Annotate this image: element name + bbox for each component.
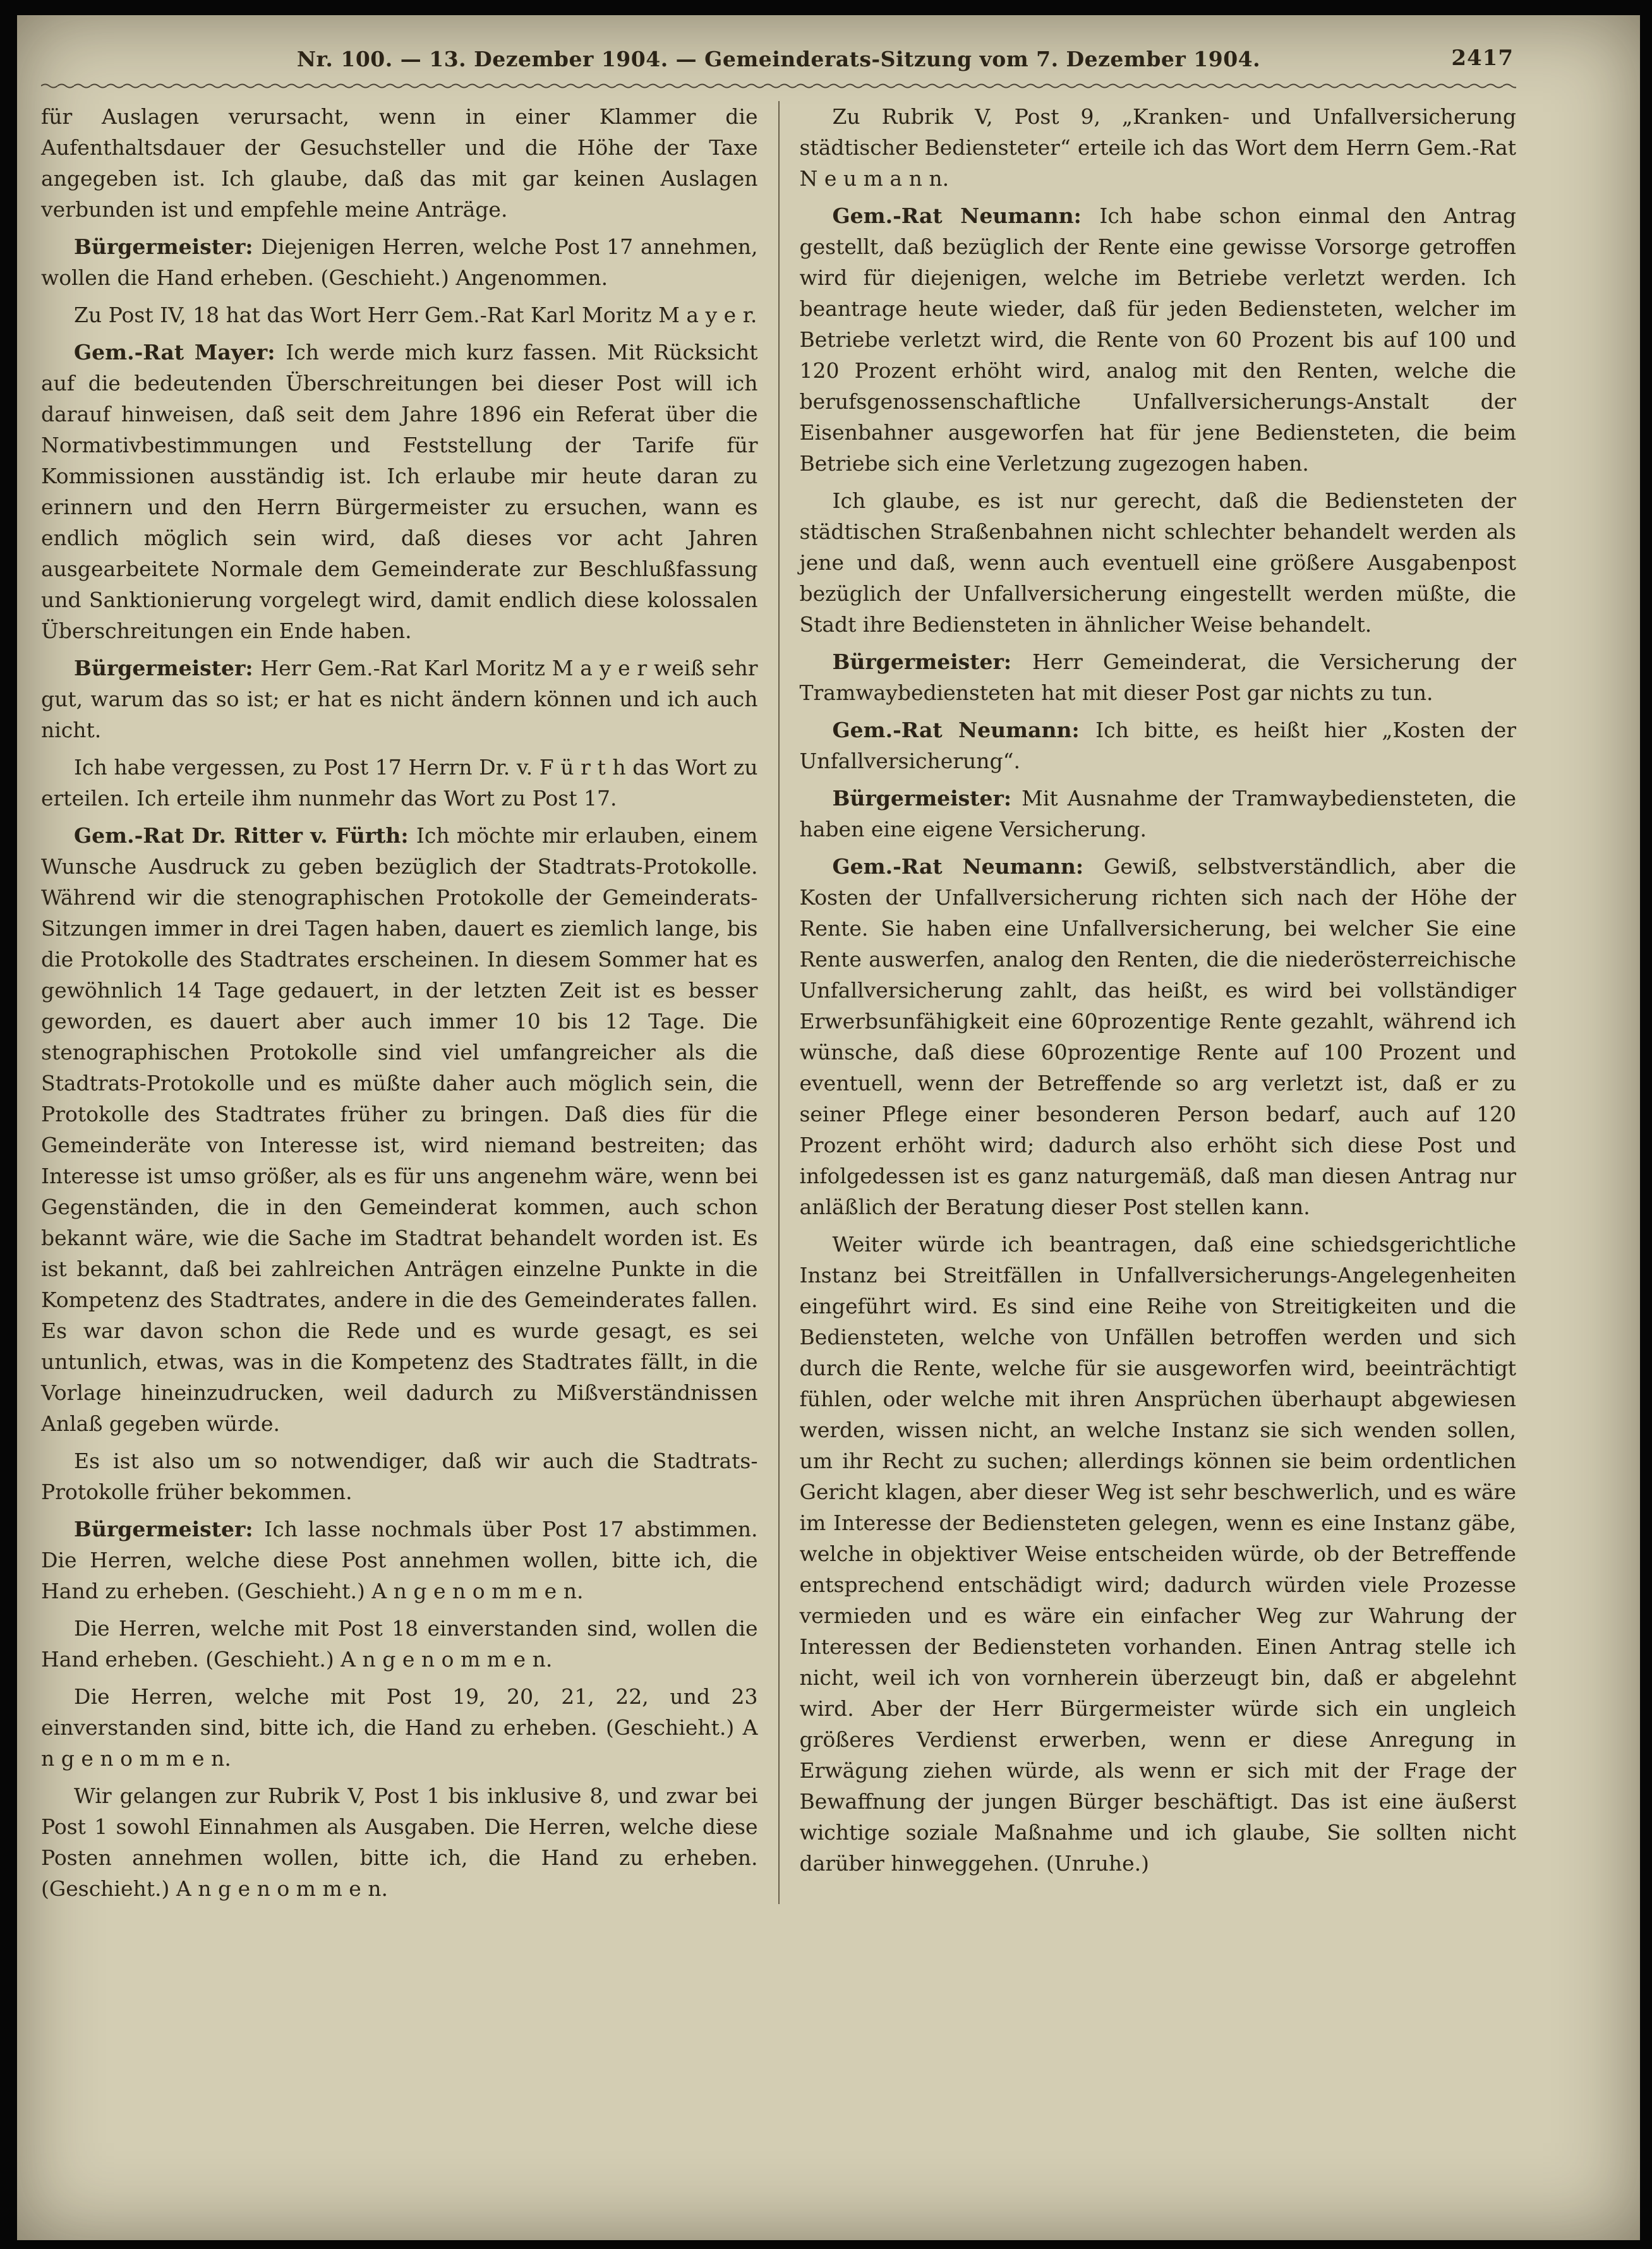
text-columns bbox=[41, 101, 1516, 1904]
wavy-rule-divider bbox=[41, 82, 1516, 90]
paragraph: Gem.-Rat Dr. Ritter v. Fürth: Ich möchte mir erlauben, einem Wunsche Ausdruck zu geben bezüglich der Stadtrats-Protokolle. Während wir die stenographischen Protokolle der Gemeinderats-Sitzungen immer in drei Tagen haben, dauert es ziemlich lange, bis die Protokolle des Stadtrates erscheinen. In diesem Sommer hat es gewöhnlich 14 Tage gedauert, in der letzten Zeit ist es besser geworden, es dauert aber auch immer 10 bis 12 Tage. Die stenographischen Protokolle sind viel umfangreicher als die Stadtrats-Protokolle und es müßte daher auch möglich sein, die Protokolle des Stadtrates früher zu bringen. Daß dies für die Gemeinderäte von Interesse ist, wird niemand bestreiten; das Interesse ist umso größer, als es für uns angenehm wäre, wenn bei Gegenständen, die in den Gemeinderat kommen, auch schon bekannt wäre, wie die Sache im Stadtrat behandelt worden ist. Es ist bekannt, daß bei zahlreichen Anträgen einzelne Punkte in die Kompetenz des Stadtrates, andere in die des Gemeinderates fallen. Es war davon schon die Rede und es wurde gesagt, es sei untunlich, etwas, was in die Kompetenz des Stadtrates fällt, in die Vorlage hineinzudrucken, weil dadurch zu Mißverständnissen Anlaß gegeben würde. bbox=[41, 823, 758, 1436]
paragraph: Es ist also um so notwendiger, daß wir auch die Stadtrats-Protokolle früher bekommen. bbox=[41, 1449, 758, 1504]
speaker-name: Bürgermeister: bbox=[74, 656, 261, 680]
paragraph: Weiter würde ich beantragen, daß eine schiedsgerichtliche Instanz bei Streitfällen in Unfallversicherungs-Angelegenheiten eingeführt wird. Es sind eine Reihe von Streitigkeiten und die Bediensteten, welche von Unfällen betroffen werden und sich durch die Rente, welche für sie ausgeworfen wird, beeinträchtigt fühlen, oder welche mit ihren Ansprüchen überhaupt abgewiesen werden, wissen nicht, an welche Instanz sie sich wenden sollen, um ihr Recht zu suchen; allerdings können sie beim ordentlichen Gericht klagen, aber dieser Weg ist sehr beschwerlich, und es wäre im Interesse der Bediensteten gelegen, wenn es eine Instanz gäbe, welche in objektiver Weise entscheiden würde, ob der Betreffende entsprechend entschädigt wird; dadurch würden viele Prozesse vermieden und es wäre ein einfacher Weg zur Wahrung der Interessen der Bediensteten vorhanden. Einen Antrag stelle ich nicht, weil ich von vornherein überzeugt bin, daß er abgelehnt wird. Aber der Herr Bürgermeister würde sich ein ungleich größeres Verdienst erwerben, wenn er diese Anregung in Erwägung ziehen würde, als wenn er sich mit der Frage der Bewaffnung der jungen Bürger beschäftigt. Das ist eine äußerst wichtige soziale Maßnahme und ich glaube, Sie sollten nicht darüber hinweggehen. (Unruhe.) bbox=[799, 1232, 1516, 1876]
left-column bbox=[41, 101, 778, 1904]
paragraph: Die Herren, welche mit Post 19, 20, 21, 22, und 23 einverstanden sind, bitte ich, die Hand zu erheben. (Geschieht.) A n g e n o m m e n. bbox=[41, 1684, 758, 1771]
speaker-name: Gem.-Rat Dr. Ritter v. Fürth: bbox=[74, 823, 416, 848]
paragraph: Gem.-Rat Neumann: Ich habe schon einmal den Antrag gestellt, daß bezüglich der Rente eine gewisse Vorsorge getroffen wird für diejenigen, welche im Betriebe verletzt werden. Ich beantrage heute wieder, daß für jeden Bediensteten, welcher im Betriebe verletzt wird, die Rente von 60 Prozent bis auf 100 und 120 Prozent erhöht wird, analog mit den Renten, welche die berufsgenossenschaftliche Unfallversicherungs-Anstalt der Eisenbahner ausgeworfen hat für jene Bediensteten, die beim Betriebe sich eine Verletzung zugezogen haben. bbox=[799, 203, 1517, 476]
speaker-name: Gem.-Rat Neumann: bbox=[832, 854, 1104, 879]
paragraph: Gem.-Rat Neumann: Ich bitte, es heißt hier „Kosten der Unfallversicherung“. bbox=[799, 718, 1517, 773]
speaker-name: Gem.-Rat Neumann: bbox=[832, 718, 1096, 742]
speaker-name: Bürgermeister: bbox=[74, 234, 262, 259]
paragraph: Bürgermeister: Herr Gemeinderat, die Versicherung der Tramwaybediensteten hat mit dieser Post gar nichts zu tun. bbox=[799, 649, 1516, 705]
paragraph: Wir gelangen zur Rubrik V, Post 1 bis inklusive 8, und zwar bei Post 1 sowohl Einnahmen als Ausgaben. Die Herren, welche diese Posten annehmen wollen, bitte ich, die Hand zu erheben. (Geschieht.) A n g e n o m m e n. bbox=[41, 1783, 758, 1901]
paragraph: Bürgermeister: Mit Ausnahme der Tramwaybediensteten, die haben eine eigene Versicherung. bbox=[799, 786, 1516, 841]
paragraph: Gem.-Rat Neumann: Gewiß, selbstverständlich, aber die Kosten der Unfallversicherung richten sich nach der Höhe der Rente. Sie haben eine Unfallversicherung, bei welcher Sie eine Rente auswerfen, analog den Renten, die die niederösterreichische Unfallversicherung zahlt, das heißt, es wird bei vollständiger Erwerbsunfähigkeit eine 60prozentige Rente gezahlt, während ich wünsche, daß diese 60prozentige Rente auf 100 Prozent und eventuell, wenn der Betreffende so arg verletzt ist, daß er zu seiner Pflege einer besonderen Person bedarf, auch auf 120 Prozent erhöht wird; dadurch also erhöht sich diese Post und infolgedessen ist es ganz naturgemäß, daß man diesen Antrag nur anläßlich der Beratung dieser Post stellen kann. bbox=[799, 854, 1517, 1219]
paragraph: Ich glaube, es ist nur gerecht, daß die Bediensteten der städtischen Straßenbahnen nicht schlechter behandelt werden als jene und daß, wenn auch eventuell eine größere Ausgabenpost bezüglich der Unfallversicherung eingestellt werden müßte, die Stadt ihre Bediensteten in ähnlicher Weise behandelt. bbox=[799, 488, 1516, 637]
page-header bbox=[41, 44, 1516, 90]
paragraph: Bürgermeister: Diejenigen Herren, welche Post 17 annehmen, wollen die Hand erheben. (Geschieht.) Angenommen. bbox=[41, 234, 758, 290]
paragraph: Die Herren, welche mit Post 18 einverstanden sind, wollen die Hand erheben. (Geschieht.) A n g e n o m m e n. bbox=[41, 1616, 758, 1672]
right-column bbox=[780, 101, 1517, 1904]
speaker-name: Gem.-Rat Neumann: bbox=[832, 203, 1100, 228]
speaker-name: Bürgermeister: bbox=[832, 786, 1022, 811]
paragraph: Gem.-Rat Mayer: Ich werde mich kurz fassen. Mit Rücksicht auf die bedeutenden Überschreitungen bei dieser Post will ich darauf hinweisen, daß seit dem Jahre 1896 ein Referat über die Normativbestimmungen und Feststellung der Tarife für Kommissionen ausständig ist. Ich erlaube mir heute daran zu erinnern und den Herrn Bürgermeister zu ersuchen, wann es endlich möglich sein wird, daß dieses vor acht Jahren ausgearbeitete Normale dem Gemeinderate zur Beschlußfassung und Sanktionierung vorgelegt wird, damit endlich diese kolossalen Überschreitungen ein Ende haben. bbox=[41, 340, 758, 643]
speaker-name: Bürgermeister: bbox=[832, 649, 1033, 674]
paragraph: Zu Rubrik V, Post 9, „Kranken- und Unfallversicherung städtischer Bediensteter“ erteile ich das Wort dem Herrn Gem.-Rat N e u m a n n. bbox=[799, 104, 1516, 191]
speaker-name: Bürgermeister: bbox=[74, 1517, 265, 1541]
page-number: 2417 bbox=[1451, 45, 1514, 71]
paragraph: Zu Post IV, 18 hat das Wort Herr Gem.-Rat Karl Moritz M a y e r. bbox=[74, 303, 757, 327]
paragraph: Ich habe vergessen, zu Post 17 Herrn Dr. v. F ü r t h das Wort zu erteilen. Ich erteile ihm nunmehr das Wort zu Post 17. bbox=[41, 755, 758, 811]
paper bbox=[17, 15, 1640, 2240]
header-line bbox=[41, 44, 1516, 81]
speaker-name: Gem.-Rat Mayer: bbox=[74, 340, 286, 365]
header-title: Nr. 100. — 13. Dezember 1904. — Gemeinderats-Sitzung vom 7. Dezember 1904. bbox=[296, 47, 1261, 71]
paragraph: Bürgermeister: Ich lasse nochmals über Post 17 abstimmen. Die Herren, welche diese Post annehmen wollen, bitte ich, die Hand zu erheben. (Geschieht.) A n g e n o m m e n. bbox=[41, 1517, 758, 1603]
paragraph: für Auslagen verursacht, wenn in einer Klammer die Aufenthaltsdauer der Gesuchsteller und die Höhe der Taxe angegeben ist. Ich glaube, daß das mit gar keinen Auslagen verbunden ist und empfehle meine Anträge. bbox=[41, 104, 758, 222]
paragraph: Bürgermeister: Herr Gem.-Rat Karl Moritz M a y e r weiß sehr gut, warum das so ist; er hat es nicht ändern können und ich auch nicht. bbox=[41, 656, 758, 742]
